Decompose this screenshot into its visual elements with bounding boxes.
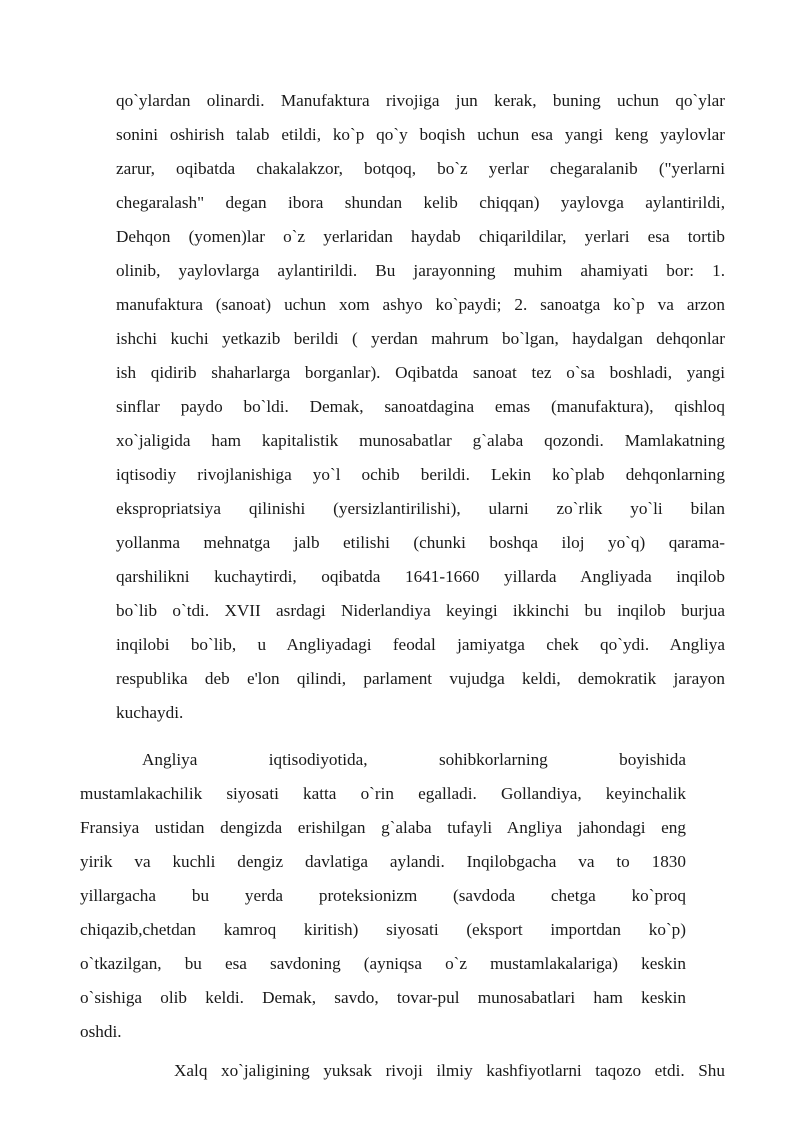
text-line: xo`jaligida ham kapitalistik munosabatlar g`alaba qozondi. Mamlakatning xyxy=(116,431,725,450)
text-line: iqtisodiy rivojlanishiga yo`l ochib berildi. Lekin ko`plab dehqonlarning xyxy=(116,465,725,484)
text-line: chiqazib,chetdan kamroq kiritish) siyosati (eksport importdan ko`p) xyxy=(80,920,686,939)
text-line: ish qidirib shaharlarga borganlar). Oqibatda sanoat tez o`sa boshladi, yangi xyxy=(116,363,725,382)
text-line: Fransiya ustidan dengizda erishilgan g`alaba tufayli Angliya jahondagi eng xyxy=(80,818,686,837)
text-line: chegaralash" degan ibora shundan kelib chiqqan) yaylovga aylantirildi, xyxy=(116,193,725,212)
text-line: o`sishiga olib keldi. Demak, savdo, tovar-pul munosabatlari ham keskin xyxy=(80,988,686,1007)
text-line: olinib, yaylovlarga aylantirildi. Bu jarayonning muhim ahamiyati bor: 1. xyxy=(116,261,725,280)
text-line: Xalq xo`jaligining yuksak rivoji ilmiy kashfiyotlarni taqozo etdi. Shu xyxy=(174,1061,725,1080)
text-line: sinflar paydo bo`ldi. Demak, sanoatdagina emas (manufaktura), qishloq xyxy=(116,397,725,416)
text-line: mustamlakachilik siyosati katta o`rin egalladi. Gollandiya, keyinchalik xyxy=(80,784,686,803)
text-line: qarshilikni kuchaytirdi, oqibatda 1641-1660 yillarda Angliyada inqilob xyxy=(116,567,725,586)
text-line: ishchi kuchi yetkazib berildi ( yerdan mahrum bo`lgan, haydalgan dehqonlar xyxy=(116,329,725,348)
text-line: Angliya iqtisodiyotida, sohibkorlarning boyishida xyxy=(142,750,686,769)
text-line: yollanma mehnatga jalb etilishi (chunki boshqa iloj yo`q) qarama- xyxy=(116,533,725,552)
text-line: respublika deb e'lon qilindi, parlament vujudga keldi, demokratik jarayon xyxy=(116,669,725,688)
text-line: yirik va kuchli dengiz davlatiga aylandi. Inqilobgacha va to 1830 xyxy=(80,852,686,871)
text-line: oshdi. xyxy=(80,1022,122,1041)
text-line: o`tkazilgan, bu esa savdoning (ayniqsa o`z mustamlakalariga) keskin xyxy=(80,954,686,973)
text-line: sonini oshirish talab etildi, ko`p qo`y boqish uchun esa yangi keng yaylovlar xyxy=(116,125,725,144)
text-line: Dehqon (yomen)lar o`z yerlaridan haydab chiqarildilar, yerlari esa tortib xyxy=(116,227,725,246)
text-line: qo`ylardan olinardi. Manufaktura rivojiga jun kerak, buning uchun qo`ylar xyxy=(116,91,725,110)
text-line: zarur, oqibatda chakalakzor, botqoq, bo`z yerlar chegaralanib ("yerlarni xyxy=(116,159,725,178)
text-line: kuchaydi. xyxy=(116,703,184,722)
text-line: inqilobi bo`lib, u Angliyadagi feodal jamiyatga chek qo`ydi. Angliya xyxy=(116,635,725,654)
text-line: ekspropriatsiya qilinishi (yersizlantirilishi), ularni zo`rlik yo`li bilan xyxy=(116,499,725,518)
text-line: yillargacha bu yerda proteksionizm (savdoda chetga ko`proq xyxy=(80,886,686,905)
text-line: manufaktura (sanoat) uchun xom ashyo ko`paydi; 2. sanoatga ko`p va arzon xyxy=(116,295,725,314)
text-line: bo`lib o`tdi. XVII asrdagi Niderlandiya keyingi ikkinchi bu inqilob burjua xyxy=(116,601,725,620)
